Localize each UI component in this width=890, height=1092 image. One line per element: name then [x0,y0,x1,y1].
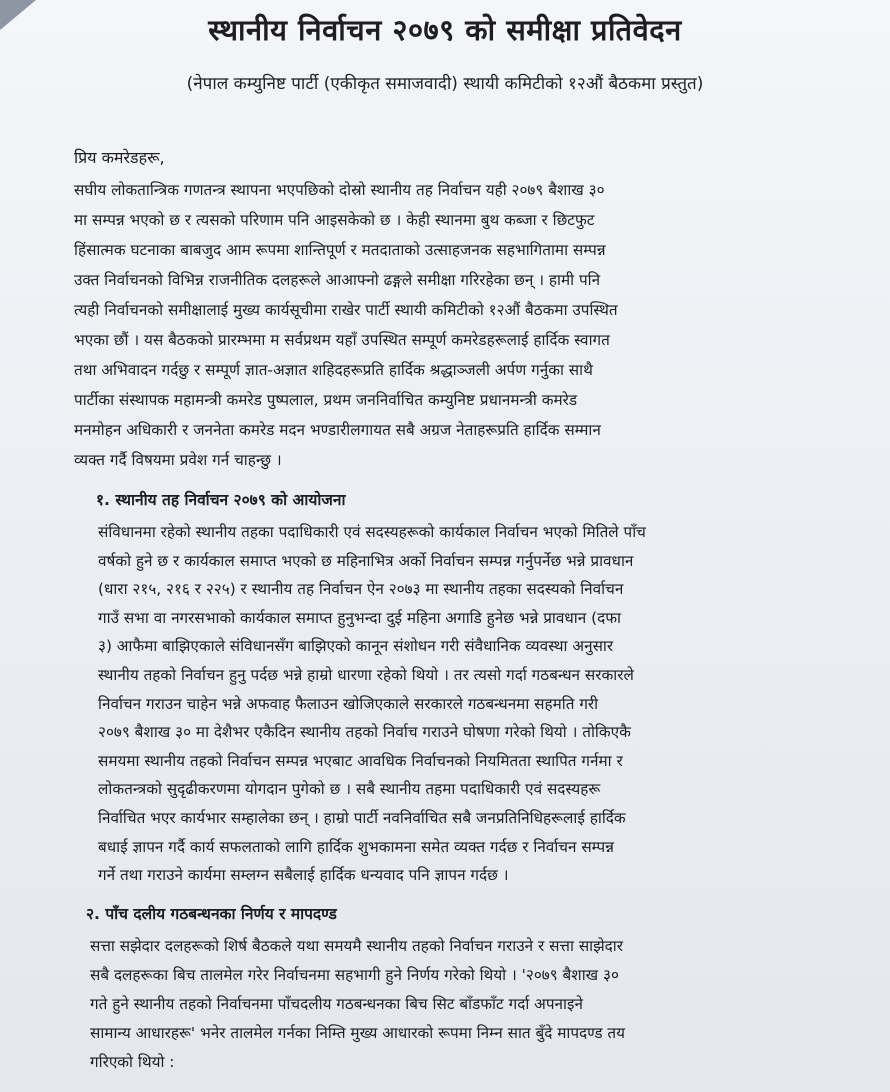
text-line: सबै दलहरूका बिच तालमेल गरेर निर्वाचनमा सहभागी हुने निर्णय गरेको थियो । '२०७९ बैशाख ३० [90,966,619,984]
text-line: गरिएको थियो : [90,1053,175,1071]
text-line: हिंसात्मक घटनाका बाबजुद आम रूपमा शान्तिपूर्ण र मतदाताको उत्साहजनक सहभागितामा सम्पन्न [74,241,606,259]
text-line: उक्त निर्वाचनको विभिन्न राजनीतिक दलहरूले आआफ्नो ढङ्गले समीक्षा गरिरहेका छन् । हामी पनि [74,271,601,289]
text-line: लोकतन्त्रको सुदृढीकरणमा योगदान पुगेको छ । सबै स्थानीय तहमा पदाधिकारी एवं सदस्यहरू [98,780,601,799]
text-line: सत्ता सझेदार दलहरूको शिर्ष बैठकले यथा समयमै स्थानीय तहको निर्वाचन गराउने र सत्ता साझेदार [90,937,624,955]
text-line: वर्षको हुने छ र कार्यकाल समाप्त भएको छ महिनाभित्र अर्को निर्वाचन सम्पन्न गर्नुपर्नेछ भन्ने प्रावधान [98,551,634,570]
text-line: निर्वाचन गराउन चाहेन भन्ने अफवाह फैलाउन खोजिएकाले सरकारले गठबन्धनमा सहमति गरी [98,694,599,713]
text-line: गाउँ सभा वा नगरसभाको कार्यकाल समाप्त हुनुभन्दा दुई महिना अगाडि हुनेछ भन्ने प्रावधान (दफा [98,608,621,627]
text-line: संविधानमा रहेको स्थानीय तहका पदाधिकारी एवं सदस्यहरूको कार्यकाल निर्वाचन भएको मितिले पाँच [98,523,646,541]
text-line: मा सम्पन्न भएको छ र त्यसको परिणाम पनि आइसकेको छ । केही स्थानमा बुथ कब्जा र छिटफुट [74,211,595,229]
text-line: सामान्य आधारहरू' भनेर तालमेल गर्नका निम्ति मुख्य आधारको रूपमा निम्न सात बुँदे मापदण्ड तय [90,1024,626,1042]
text-line: मनमोहन अधिकारी र जननेता कमरेड मदन भण्डारीलगायत सबै अग्रज नेताहरूप्रति हार्दिक सम्मान [74,421,601,439]
text-line: गर्ने तथा गराउने कार्यमा सम्लग्न सबैलाई हार्दिक धन्यवाद पनि ज्ञापन गर्दछ । [98,866,509,885]
document-title: स्थानीय निर्वाचन २०७९ को समीक्षा प्रतिवेदन [208,13,682,47]
text-line: समयमा स्थानीय तहको निर्वाचन सम्पन्न भएबाट आवधिक निर्वाचनको नियमितता स्थापित गर्नमा र [98,751,623,770]
intro-paragraph [74,175,826,475]
text-line: निर्वाचित भएर कार्यभार सम्हालेका छन् । हाम्रो पार्टी नवनिर्वाचित सबै जनप्रतिनिधिहरूलाई हार्दिक [98,808,626,827]
text-line: तथा अभिवादन गर्दछु र सम्पूर्ण ज्ञात-अज्ञात शहिदहरूप्रति हार्दिक श्रद्धाञ्जली अर्पण गर्नुका साथै [74,361,593,379]
section-2-paragraph [90,932,828,1077]
salutation: प्रिय कमरेडहरू, [74,148,165,167]
text-line: २०७९ बैशाख ३० मा देशैभर एकैदिन स्थानीय तहको निर्वाच गराउने घोषणा गरेको थियो । तोकिएकै [98,723,631,742]
text-line: त्यही निर्वाचनको समीक्षालाई मुख्य कार्यसूचीमा राखेर पार्टी स्थायी कमिटीको १२औं बैठकमा उपस्थित [74,301,618,319]
text-line: सघीय लोकतान्त्रिक गणतन्त्र स्थापना भएपछिको दोस्रो स्थानीय तह निर्वाचन यही २०७९ बैशाख ३० [74,181,605,199]
section-heading-1: १. स्थानीय तह निर्वाचन २०७९ को आयोजना [96,491,346,509]
text-line: व्यक्त गर्दै विषयमा प्रवेश गर्न चाहन्छु । [74,451,282,469]
text-line: पार्टीका संस्थापक महामन्त्री कमरेड पुष्पलाल, प्रथम जननिर्वाचित कम्युनिष्ट प्रधानमन्त्री कमरेड [74,391,578,409]
text-line: स्थानीय तहको निर्वाचन हुनु पर्दछ भन्ने हाम्रो धारणा रहेको थियो । तर त्यसो गर्दा गठबन्धन सरकारले [98,665,634,684]
text-line: ३) आफैमा बाझिएकाले संविधानसँग बाझिएको कानून संशोधन गरी संवैधानिक व्यवस्था अनुसार [98,637,614,656]
text-line: भएका छौं । यस बैठकको प्रारम्भमा म सर्वप्रथम यहाँ उपस्थित सम्पूर्ण कमरेडहरूलाई हार्दिक स्वागत [74,331,610,349]
text-line: (धारा २१५, २१६ र २२५) र स्थानीय तह निर्वाचन ऐन २०७३ मा स्थानीय तहका सदस्यको निर्वाचन [98,580,624,599]
text-line: गते हुने स्थानीय तहको निर्वाचनमा पाँचदलीय गठबन्धनका बिच सिट बाँडफाँट गर्दा अपनाइने [90,995,583,1013]
section-heading-2: २. पाँच दलीय गठबन्धनका निर्णय र मापदण्ड [86,905,337,923]
document-subtitle: (नेपाल कम्युनिष्ट पार्टी (एकीकृत समाजवादी) स्थायी कमिटीको १२औं बैठकमा प्रस्तुत) [186,74,704,94]
section-1-paragraph [98,518,838,890]
text-line: बधाई ज्ञापन गर्दै कार्य सफलताको लागि हार्दिक शुभकामना समेत व्यक्त गर्दछ र निर्वाचन सम्पन्न [98,837,614,856]
